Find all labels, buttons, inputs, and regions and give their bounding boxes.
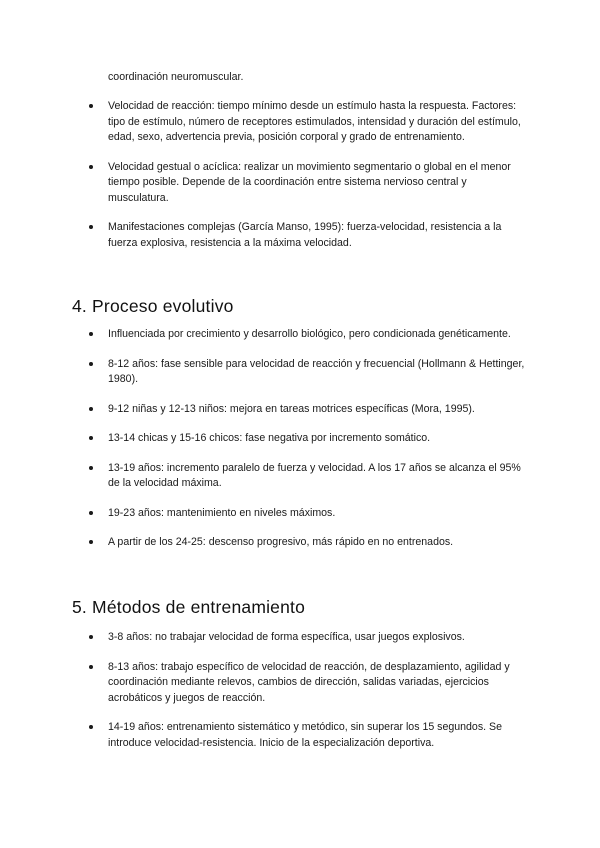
list-item-text: A partir de los 24-25: descenso progresivo, más rápido en no entrenados.	[108, 536, 454, 548]
bullet-icon	[89, 725, 93, 729]
bullet-icon	[89, 540, 93, 544]
bullet-list-velocity-types	[0, 99, 600, 265]
section-heading-proceso-evolutivo: 4. Proceso evolutivo	[72, 296, 234, 316]
list-item	[0, 630, 528, 646]
bullet-icon	[89, 511, 93, 515]
bullet-icon	[89, 466, 93, 470]
list-item-text: Influenciada por crecimiento y desarrollo biológico, pero condicionada genéticamente.	[108, 328, 511, 340]
bullet-list-proceso-evolutivo	[0, 327, 600, 565]
list-item	[0, 506, 528, 522]
list-item	[0, 535, 528, 551]
bullet-icon	[89, 635, 93, 639]
list-item-text: 9-12 niñas y 12-13 niños: mejora en tareas motrices específicas (Mora, 1995).	[108, 402, 475, 415]
list-item-text: 14-19 años: entrenamiento sistemático y metódico, sin superar los 15 segundos. Se introduce velocidad-resistencia. Inicio de la especialización deportiva.	[108, 721, 502, 749]
list-item-text: Velocidad de reacción: tiempo mínimo desde un estímulo hasta la respuesta. Factores: tipo de estímulo, número de receptores estimulados, intensidad y duración del estímulo, edad, sexo, advertencia previa, posición corporal y grado de entrenamiento.	[108, 100, 521, 143]
list-item	[0, 660, 528, 707]
continuation-text: coordinación neuromuscular.	[108, 71, 244, 83]
list-item	[0, 720, 528, 751]
list-item	[0, 431, 528, 447]
bullet-icon	[89, 225, 93, 229]
list-item-text: 8-13 años: trabajo específico de velocidad de reacción, de desplazamiento, agilidad y coordinación mediante relevos, cambios de dirección, salidas variadas, ejercicios acrobáticos y juegos de reacción.	[108, 660, 510, 704]
list-item-text: 8-12 años: fase sensible para velocidad de reacción y frecuencial (Hollmann & Hettinger, 1980).	[108, 357, 525, 385]
bullet-icon	[89, 104, 93, 108]
bullet-icon	[89, 436, 93, 440]
list-item-text: 19-23 años: mantenimiento en niveles máximos.	[108, 506, 336, 519]
bullet-list-metodos-entrenamiento	[0, 630, 600, 765]
list-item-text: 13-14 chicas y 15-16 chicos: fase negativa por incremento somático.	[108, 432, 431, 444]
bullet-icon	[89, 665, 93, 669]
list-item	[0, 461, 528, 492]
list-item	[0, 402, 528, 418]
list-item	[0, 327, 528, 343]
section-heading-metodos-entrenamiento: 5. Métodos de entrenamiento	[72, 597, 306, 617]
list-item-text: 13-19 años: incremento paralelo de fuerza y velocidad. A los 17 años se alcanza el 95% de la velocidad máxima.	[108, 461, 521, 489]
bullet-icon	[89, 332, 93, 336]
bullet-icon	[89, 165, 93, 169]
list-item-text: Velocidad gestual o acíclica: realizar un movimiento segmentario o global en el menor tiempo posible. Depende de la coordinación entre sistema nervioso central y musculatura.	[108, 160, 511, 204]
bullet-icon	[89, 362, 93, 366]
list-item	[0, 99, 528, 146]
list-item	[0, 220, 528, 251]
bullet-icon	[89, 407, 93, 411]
list-item-text: 3-8 años: no trabajar velocidad de forma específica, usar juegos explosivos.	[108, 631, 465, 643]
list-item	[0, 357, 528, 388]
list-item	[0, 160, 528, 207]
list-item-text: Manifestaciones complejas (García Manso, 1995): fuerza-velocidad, resistencia a la fuerza explosiva, resistencia a la máxima velocidad.	[108, 221, 502, 249]
